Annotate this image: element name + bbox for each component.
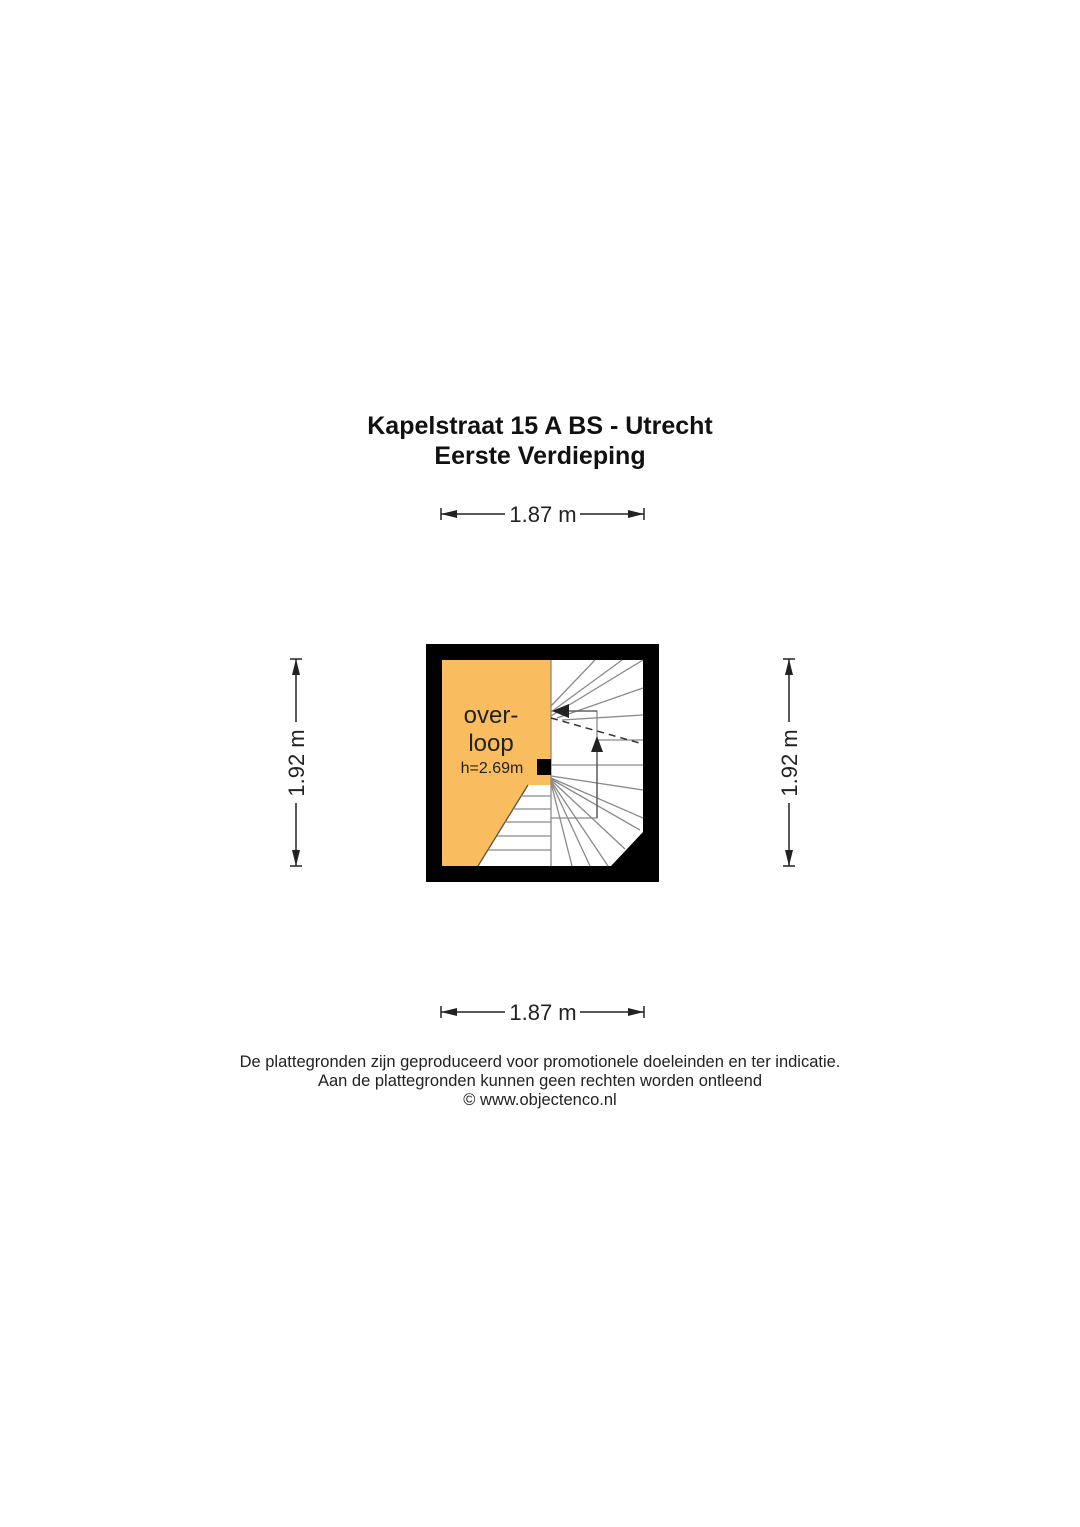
disclaimer-line-2: Aan de plattegronden kunnen geen rechten worden ontleend bbox=[317, 1072, 763, 1090]
floor-name: Eerste Verdieping bbox=[434, 442, 646, 470]
dimension-top-label: 1.87 m bbox=[509, 502, 577, 527]
dimension-right-label: 1.92 m bbox=[777, 729, 802, 797]
dimension-left-label: 1.92 m bbox=[284, 729, 309, 797]
dimension-bottom-label: 1.87 m bbox=[509, 1000, 577, 1025]
dimension-right bbox=[777, 659, 802, 866]
room-height: h=2.69m bbox=[460, 760, 524, 777]
dimension-bottom bbox=[441, 1000, 644, 1025]
copyright-link[interactable]: © www.objectenco.nl bbox=[463, 1091, 617, 1109]
room-name-line1: over- bbox=[463, 702, 519, 729]
dimension-left bbox=[284, 659, 309, 866]
plan-title: Kapelstraat 15 A BS - Utrecht bbox=[367, 412, 713, 440]
dimension-top bbox=[441, 502, 644, 527]
disclaimer-line-1: De plattegronden zijn geproduceerd voor promotionele doeleinden en ter indicatie. bbox=[239, 1053, 841, 1071]
column bbox=[537, 759, 551, 775]
room-name-line2: loop bbox=[468, 730, 514, 757]
